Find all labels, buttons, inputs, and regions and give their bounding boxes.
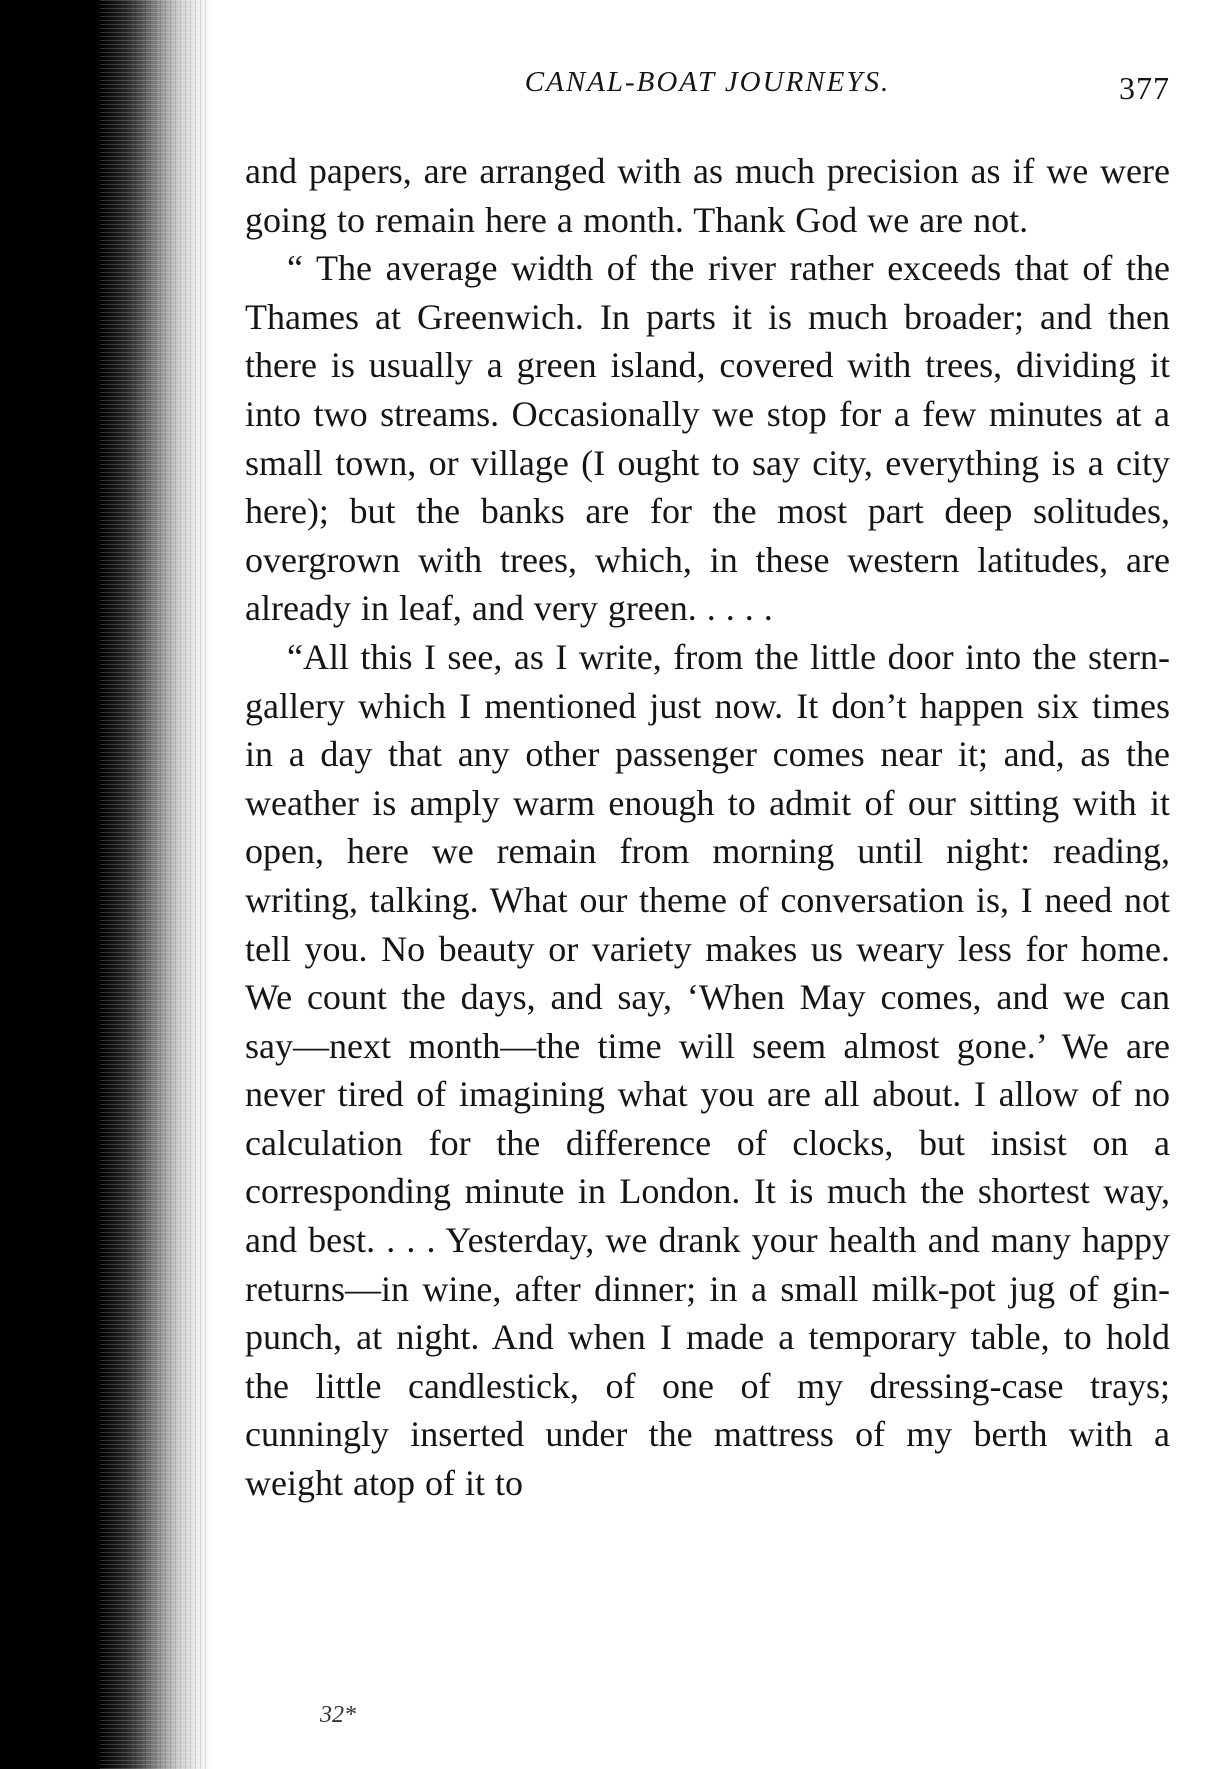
running-title: CANAL-BOAT JOURNEYS. [524, 66, 891, 98]
gutter-texture [100, 0, 210, 1769]
signature-mark: 32* [320, 1702, 356, 1728]
page-body [245, 147, 1170, 1508]
page-number: 377 [1119, 70, 1170, 106]
paragraph-continuation: and papers, are arranged with as much precision as if we were going to remain here a month. Thank God we are not. [245, 151, 1170, 240]
page-header [245, 62, 1170, 112]
paragraph-river: “ The average width of the river rather exceeds that of the Thames at Greenwich. In parts it is much broader; and then there is usually a green island, covered with trees, dividing it into two streams. Occasionally we stop for a few minutes at a small town, or village (I ought to say city, everything is a city here); but the banks are for the most part deep solitudes, overgrown with trees, which, in these western latitudes, are already in leaf, and very green. . . . . [245, 248, 1170, 629]
paragraph-stern-gallery: “All this I see, as I write, from the little door into the stern-gallery which I mentioned just now. It don’t happen six times in a day that any other passenger comes near it; and, as the weather is amply warm enough to admit of our sitting with it open, here we remain from morning until night: reading, writing, talking. What our theme of conversation is, I need not tell you. No beauty or variety makes us weary less for home. We count the days, and say, ‘When May comes, and we can say—next month—the time will seem almost gone.’ We are never tired of imagining what you are all about. I allow of no calculation for the difference of clocks, but insist on a corresponding minute in London. It is much the shortest way, and best. . . . Yesterday, we drank your health and many happy returns—in wine, after dinner; in a small milk-pot jug of gin-punch, at night. And when I made a temporary table, to hold the little candlestick, of one of my dressing-case trays; cunningly inserted under the mattress of my berth with a weight atop of it to [245, 636, 1170, 1504]
